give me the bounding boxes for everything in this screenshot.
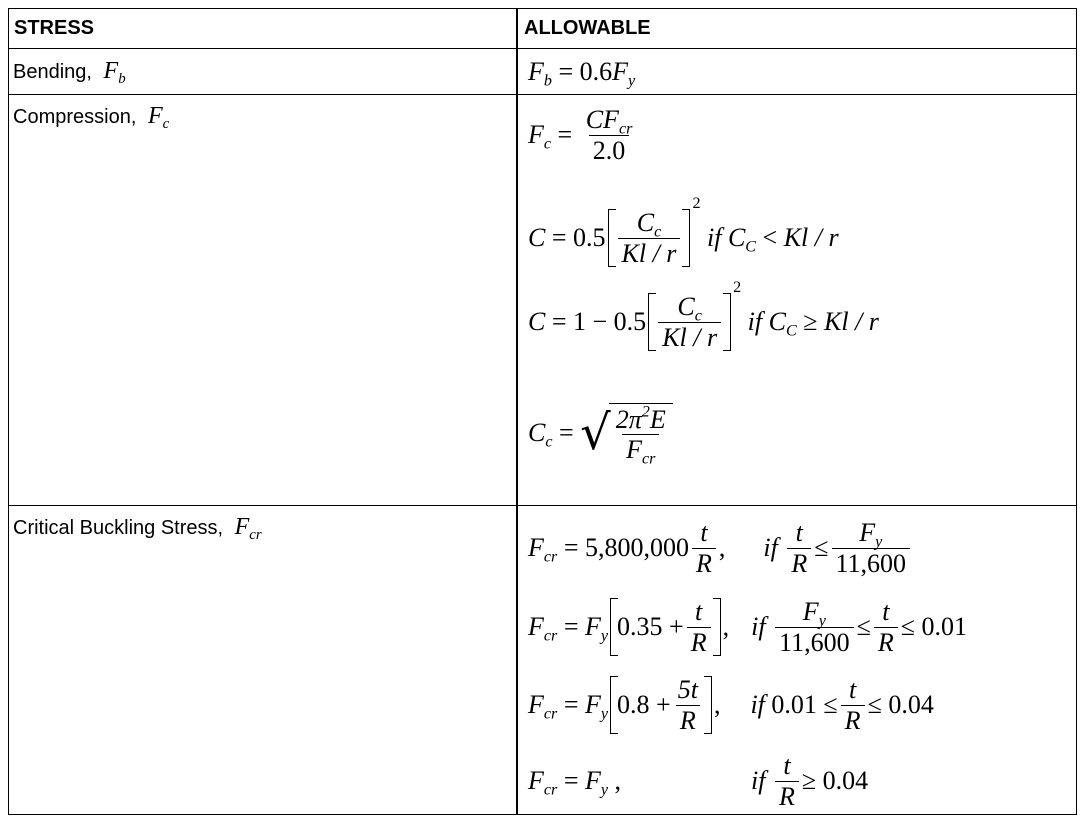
row-divider-bending [8, 94, 1077, 95]
buckling-subscript: cr [249, 527, 262, 544]
header-stress: STRESS [14, 17, 95, 39]
buckling-symbol: F [234, 514, 250, 540]
column-divider [516, 8, 518, 815]
bending-subscript: b [118, 71, 126, 88]
equation-fcr-case2: $F_{cr}$ = $F_y$ 0.35 + $\frac{t}{R}$ , if $\frac{F_y}{11,600}$ ≤ $\frac{t}{R}$ ≤ 0.01 [528, 597, 968, 657]
equation-c-case2: C = 1 − 0.5 $\frac{C_c}{Kl / r}$ 2 if $C_C$ ≥ Kl / r [528, 279, 879, 352]
equation-cc: $C_c$ = √ $\frac{2\pi^2E}{F_{cr}}$ [528, 390, 673, 476]
equation-fcr-case4: $F_{cr}$ = $F_y$ , if $\frac{t}{R}$ ≥ 0.04 [528, 751, 869, 811]
buckling-label-text: Critical Buckling Stress, [13, 517, 224, 539]
equation-fcr-case1: $F_{cr}$ = 5,800,000 $\frac{t}{R}$ , if $\frac{t}{R}$ ≤ $\frac{F_y}{11,600}$ [528, 512, 913, 584]
compression-label-text: Compression, [13, 106, 137, 128]
bending-symbol: F [103, 58, 119, 84]
header-divider [8, 48, 1077, 49]
row-label-buckling [13, 514, 262, 544]
row-divider-compression [8, 505, 1077, 506]
row-label-compression [13, 103, 170, 133]
equation-fcr-case3: $F_{cr}$ = $F_y$ 0.8 + $\frac{5t}{R}$ , if 0.01 ≤ $\frac{t}{R}$ ≤ 0.04 [528, 675, 934, 735]
row-label-bending [13, 58, 126, 88]
compression-symbol: F [147, 103, 163, 129]
compression-subscript: c [162, 116, 170, 133]
bending-label-text: Bending, [13, 61, 92, 83]
equation-fc: $F_c$ = $\frac{CF_{cr}}{2.0}$ [528, 105, 633, 165]
equation-c-case1: C = 0.5 $\frac{C_c}{Kl / r}$ 2 if $C_C$ < Kl / r [528, 195, 839, 268]
header-allowable: ALLOWABLE [524, 17, 651, 39]
equation-bending: $F_b$ = 0.6 $F_y$ [528, 57, 636, 90]
